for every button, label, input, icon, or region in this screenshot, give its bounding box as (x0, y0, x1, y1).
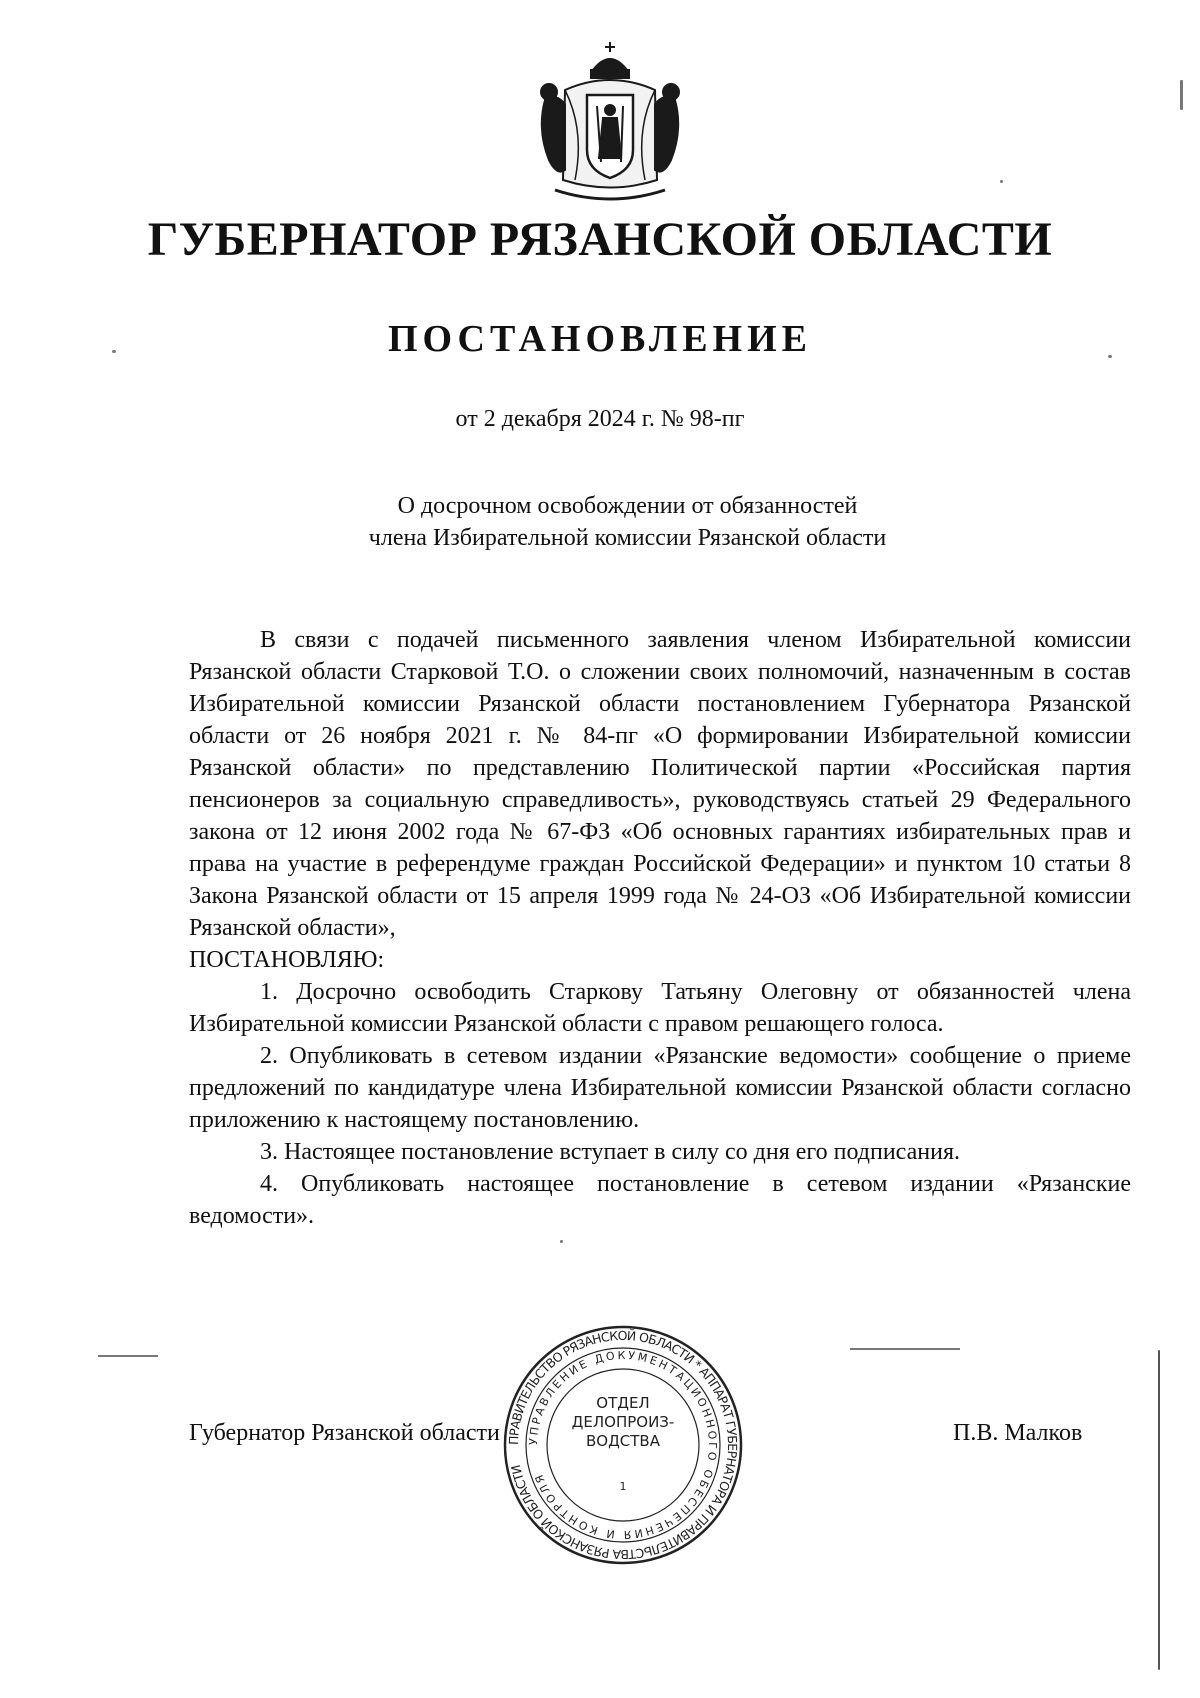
stamp-center (498, 1320, 748, 1570)
body-item-3: 3. Настоящее постановление вступает в силу со дня его подписания. (260, 1139, 961, 1165)
subject-line-2: члена Избирательной комиссии Рязанской области (368, 525, 887, 551)
stamp-center-line-2: ДЕЛОПРОИЗ- (571, 1413, 675, 1431)
scan-artifact (112, 350, 116, 353)
stamp-outer-text: ПРАВИТЕЛЬСТВО РЯЗАНСКОЙ ОБЛАСТИ * АППАРАТ ГУБЕРНАТОРА И ПРАВИТЕЛЬСТВА РЯЗАНСКОЙ ОБЛАСТИ (505, 1327, 741, 1563)
scan-artifact (98, 1355, 158, 1357)
subject-line-1: О досрочном освобождении от обязанностей (397, 493, 858, 519)
document-type: ПОСТАНОВЛЕНИЕ (387, 318, 813, 360)
stamp-center-line-3: ВОДСТВА (585, 1432, 660, 1450)
signature-name: П.В. Малков (953, 1420, 1083, 1446)
scan-artifact (1108, 355, 1112, 358)
stamp-center-line-1: ОТДЕЛ (596, 1394, 650, 1412)
scan-artifact (1158, 1350, 1160, 1670)
scan-artifact (560, 1240, 563, 1243)
coat-of-arms-icon (535, 40, 685, 208)
scan-artifact (1000, 180, 1003, 183)
document-body (189, 624, 1131, 1232)
scan-artifact (850, 1348, 960, 1350)
body-preamble: В связи с подачей письменного заявления членом Избирательной комиссии Рязанской области Старковой Т.О. о сложении своих полномочий, назначенным в состав Избирательной комиссии Рязанской области постановлением Губернатора Рязанской области от 26 ноября 2021 г. № 84-пг «О формировании Избирательной комиссии Рязанской области» по представлению Политической партии «Российская партия пенсионеров за социальную справедливость», руководствуясь статьей 29 Федерального закона от 12 июня 2002 года № 67-ФЗ «Об основных гарантиях избирательных прав и права на участие в референдуме граждан Российской Федерации» и пунктом 10 статьи 8 Закона Рязанской области от 15 апреля 1999 года № 24-ОЗ «Об Избирательной комиссии Рязанской области», (189, 627, 1131, 941)
stamp-number: 1 (619, 1480, 627, 1493)
document-subject (0, 490, 1200, 554)
body-item-2: 2. Опубликовать в сетевом издании «Рязанские ведомости» сообщение о приеме предложений по кандидатуре члена Избирательной комиссии Рязанской области согласно приложению к настоящему постановлению. (189, 1043, 1131, 1133)
signature-role: Губернатор Рязанской области (189, 1420, 500, 1446)
official-stamp (498, 1320, 748, 1570)
scan-artifact (1180, 80, 1183, 110)
body-resolve: ПОСТАНОВЛЯЮ: (189, 947, 385, 973)
stamp-inner-text: УПРАВЛЕНИЕ ДОКУМЕНТАЦИОННОГО ОБЕСПЕЧЕНИЯ И КОНТРОЛЯ (526, 1348, 720, 1542)
document-date-number: от 2 декабря 2024 г. № 98-пг (455, 406, 745, 432)
body-item-1: 1. Досрочно освободить Старкову Татьяну Олеговну от обязанностей члена Избирательной комиссии Рязанской области с правом решающего голоса. (189, 979, 1131, 1037)
issuer-title: ГУБЕРНАТОР РЯЗАНСКОЙ ОБЛАСТИ (147, 213, 1053, 266)
body-item-4: 4. Опубликовать настоящее постановление в сетевом издании «Рязанские ведомости». (189, 1171, 1131, 1229)
